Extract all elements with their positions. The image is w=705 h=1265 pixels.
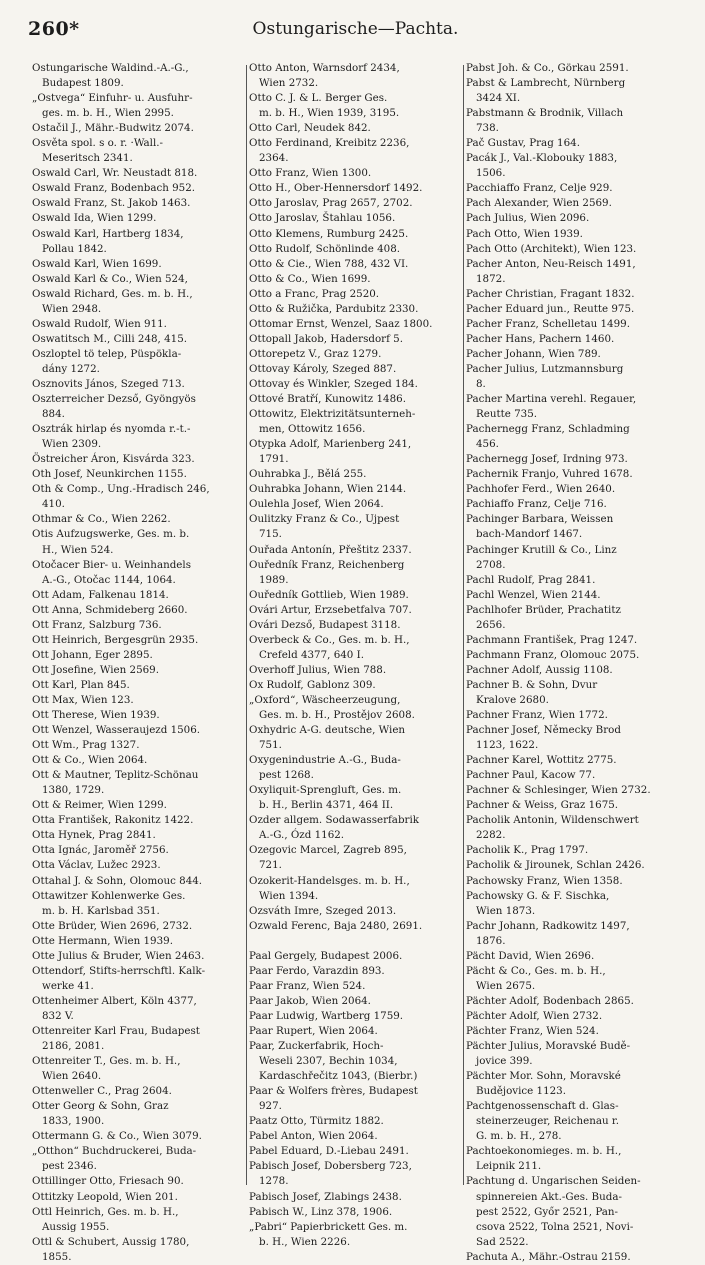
directory-line: b. H., Berlin 4371, 464 II. [259,799,394,812]
directory-line: 2282. [476,829,506,842]
directory-line: Otto Ferdinand, Kreibitz 2236, [249,137,410,150]
directory-line: b. H., Wien 2226. [259,1235,351,1248]
directory-line: Ovári Artur, Erzsebetfalva 707. [249,603,412,616]
directory-line: Otta Ignác, Jaroměř 2756. [32,844,169,857]
directory-line: 1278. [259,1175,289,1188]
page-number: 260* [28,18,80,40]
directory-line: Oxhydric A-G. deutsche, Wien [249,724,406,737]
directory-line: Otto Anton, Warnsdorf 2434, [249,62,400,74]
directory-line: Ottawitzer Kohlenwerke Ges. [32,889,186,902]
directory-line: A.-G., Otočac 1144, 1064. [42,573,176,586]
directory-line: Otto Carl, Neudek 842. [249,122,371,135]
directory-line: Ozder allgem. Sodawasserfabrik [249,814,419,827]
directory-line: Ott Johann, Eger 2895. [32,648,153,661]
directory-line: Ottovay és Winkler, Szeged 184. [249,377,418,390]
directory-line: Ott Wm., Prag 1327. [32,739,140,752]
directory-line: 1989. [259,573,289,586]
directory-line: Oxyliquit-Sprengluft, Ges. m. [249,784,402,797]
directory-line: Ouřada Antonín, Přeštitz 2337. [249,543,412,556]
directory-line: Otter Georg & Sohn, Graz [32,1100,169,1113]
directory-line: Pachner Adolf, Aussig 1108. [466,663,613,676]
directory-line: Pachhofer Ferd., Wien 2640. [466,483,616,496]
directory-line: 2364. [259,152,289,165]
directory-line: Pachner Franz, Wien 1772. [466,709,608,722]
directory-line: Pabel Eduard, D.-Liebau 2491. [249,1145,409,1158]
directory-line: Wien 2732. [259,77,319,90]
directory-line: Ottovay Károly, Szeged 887. [249,362,397,375]
directory-line: 2186, 2081. [42,1040,105,1053]
directory-line: Pachernegg Franz, Schladming [466,423,630,436]
directory-line: Pach Otto, Wien 1939. [466,227,583,240]
directory-line: Otto Jaroslav, Štahlau 1056. [249,212,396,225]
directory-line: Ottomar Ernst, Wenzel, Saaz 1800. [249,317,433,330]
directory-line: Pachlhofer Brüder, Prachatitz [466,603,621,616]
directory-line: Pabisch W., Linz 378, 1906. [249,1205,393,1218]
directory-line: Oswald Franz, Bodenbach 952. [32,182,196,195]
directory-line: Pacher Martina verehl. Regauer, [466,393,637,406]
directory-line: Wien 2675. [476,979,536,992]
directory-line: Sad 2522. [476,1235,529,1248]
directory-line: Pach Julius, Wien 2096. [466,212,590,225]
directory-line: Ott Therese, Wien 1939. [32,709,160,722]
directory-line: Ottahal J. & Sohn, Olomouc 844. [32,874,203,887]
directory-line: Pabst & Lambrecht, Nürnberg [466,77,626,90]
directory-line: Oswald Karl, Wien 1699. [32,257,162,270]
directory-line: Pacholik & Jirounek, Schlan 2426. [466,859,645,872]
directory-line: Otta Václav, Lužec 2923. [32,859,161,872]
directory-line: Pachner Paul, Kacow 77. [466,769,596,782]
directory-line: Ottowitz, Elektrizitätsunterneh- [249,408,416,421]
directory-line: Ottenheimer Albert, Köln 4377, [32,994,197,1007]
directory-line: Ox Rudolf, Gablonz 309. [249,678,376,691]
directory-line: Ott Karl, Plan 845. [32,678,130,691]
directory-line: Pachner Karel, Wottitz 2775. [466,754,617,767]
directory-line: ges. m. b. H., Wien 2995. [42,107,174,120]
directory-line: Otto Franz, Wien 1300. [249,167,372,180]
directory-line: Ozegovic Marcel, Zagreb 895, [249,844,407,857]
directory-line: Ostačil J., Mähr.-Budwitz 2074. [32,122,194,135]
directory-line: 1872. [476,272,506,285]
directory-line: Weseli 2307, Bechin 1034, [259,1055,398,1068]
directory-line: Overhoff Julius, Wien 788. [249,663,387,676]
directory-line: Pachowsky Franz, Wien 1358. [466,874,623,887]
directory-line: bach-Mandorf 1467. [476,528,583,541]
directory-line: Kardaschřečitz 1043, (Bierbr.) [259,1070,418,1083]
directory-line: Otis Aufzugswerke, Ges. m. b. [32,528,190,541]
directory-line: Overbeck & Co., Ges. m. b. H., [249,633,410,646]
directory-line: Pabstmann & Brodnik, Villach [466,107,624,120]
directory-line: Pachner Josef, Německy Brod [466,724,621,737]
directory-columns [32,61,683,1263]
column-divider [463,65,464,1185]
directory-line: 927. [259,1100,282,1113]
directory-line: Pač Gustav, Prag 164. [466,137,580,150]
directory-line: Oswald Karl & Co., Wien 524, [32,272,188,285]
directory-line: Oxygenindustrie A.-G., Buda- [249,754,401,767]
directory-line: 1791. [259,453,289,466]
directory-line: Wien 2640. [42,1070,102,1083]
directory-line: H., Wien 524. [42,543,114,556]
directory-line: Ott & Mautner, Teplitz-Schönau [32,769,199,782]
directory-line: 1855. [42,1250,72,1263]
directory-line: Ozsváth Imre, Szeged 2013. [249,904,397,917]
directory-line: Pächter Julius, Moravské Budě- [466,1040,631,1053]
directory-line: Paar Ludwig, Wartberg 1759. [249,1009,404,1022]
column-1 [32,61,243,1263]
directory-line: 1123, 1622. [476,739,539,752]
directory-line: Ouhrabka J., Bělá 255. [249,468,367,481]
directory-line: csova 2522, Tolna 2521, Novi- [476,1220,634,1233]
directory-line: Pacák J., Val.-Klobouky 1883, [466,152,618,165]
directory-line: Pacher Christian, Fragant 1832. [466,287,635,300]
directory-line: Pachtgenossenschaft d. Glas- [466,1100,619,1113]
directory-line: Oulehla Josef, Wien 2064. [249,498,384,511]
directory-line: 1506. [476,167,506,180]
directory-line: Ott & Co., Wien 2064. [32,754,148,767]
directory-line: 1876. [476,934,506,947]
page-header [28,14,683,48]
directory-line: steinerzeuger, Reichenau r. [476,1115,619,1128]
directory-line: Ozokerit-Handelsges. m. b. H., [249,874,410,887]
directory-line: Paar Jakob, Wien 2064. [249,994,371,1007]
directory-line: Pachmann Franz, Olomouc 2075. [466,648,640,661]
directory-line: Wien 1394. [259,889,319,902]
directory-line: Pacher Hans, Pachern 1460. [466,332,615,345]
directory-line: Budějovice 1123. [476,1085,566,1098]
directory-line: Pachiaffo Franz, Celje 716. [466,498,607,511]
directory-line: Ges. m. b. H., Prostějov 2608. [259,709,415,722]
directory-line: Ovári Dezső, Budapest 3118. [249,618,401,631]
directory-line: Budapest 1809. [42,77,124,90]
directory-line: Reutte 735. [476,408,538,421]
directory-line: Pachinger Barbara, Weissen [466,513,614,526]
directory-line: Ostungarische Waldind.-A.-G., [32,62,189,74]
directory-line: Ouředník Gottlieb, Wien 1989. [249,588,409,601]
column-3 [466,61,677,1263]
directory-line: Meseritsch 2341. [42,152,133,165]
directory-line: Pacholik K., Prag 1797. [466,844,589,857]
directory-line: G. m. b. H., 278. [476,1130,562,1143]
directory-line: Ottenreiter Karl Frau, Budapest [32,1025,200,1037]
directory-line: Otte Brüder, Wien 2696, 2732. [32,919,193,932]
directory-line: Pach Otto (Architekt), Wien 123. [466,242,637,255]
directory-line: Otto & Ružička, Pardubitz 2330. [249,302,419,315]
directory-line: 410. [42,498,65,511]
directory-line: Otte Julius & Bruder, Wien 2463. [32,949,205,962]
directory-line: 715. [259,528,282,541]
directory-line: pest 2346. [42,1160,97,1173]
directory-line: Ott Anna, Schmideberg 2660. [32,603,188,616]
directory-line: Paatz Otto, Türmitz 1882. [249,1115,384,1128]
directory-line: Pachner B. & Sohn, Dvur [466,678,598,691]
directory-line: Paar & Wolfers frères, Budapest [249,1085,418,1098]
directory-line: A.-G., Ózd 1162. [259,829,345,842]
directory-line: Oswald Carl, Wr. Neustadt 818. [32,167,198,180]
directory-line: Paar Franz, Wien 524. [249,979,366,992]
directory-line: Wien 1873. [476,904,536,917]
directory-line: Pabisch Josef, Dobersberg 723, [249,1160,412,1173]
directory-line: dány 1272. [42,362,100,375]
directory-line: 2656. [476,618,506,631]
directory-line: Ottermann G. & Co., Wien 3079. [32,1130,202,1143]
directory-line: Pabisch Josef, Zlabings 2438. [249,1190,402,1203]
directory-line: Pacher Franz, Schelletau 1499. [466,317,630,330]
directory-line: „Oxford“, Wäscheerzeugung, [249,693,401,706]
directory-line: Otto C. J. & L. Berger Ges. [249,92,388,105]
directory-line: Ottenweller C., Prag 2604. [32,1085,172,1098]
directory-line: Ottopall Jakob, Hadersdorf 5. [249,332,403,345]
section-gap [249,934,460,949]
directory-line: Osznovits János, Szeged 713. [32,377,185,390]
directory-line: Otto a Franc, Prag 2520. [249,287,380,300]
directory-line: 738. [476,122,499,135]
directory-line: Ott Josefine, Wien 2569. [32,663,160,676]
directory-line: 884. [42,408,65,421]
directory-line: Pachr Johann, Radkowitz 1497, [466,919,630,932]
directory-line: Pacher Julius, Lutzmannsburg [466,362,624,375]
directory-line: Aussig 1955. [42,1220,110,1233]
directory-line: Oulitzky Franz & Co., Ujpest [249,513,400,526]
directory-line: Pachuta A., Mähr.-Ostrau 2159. [466,1250,631,1263]
directory-line: „Pabri“ Papierbrickett Ges. m. [249,1220,408,1233]
directory-line: Wien 2948. [42,302,102,315]
directory-line: Otypka Adolf, Marienberg 241, [249,438,412,451]
directory-line: 2708. [476,558,506,571]
directory-line: Pachner & Weiss, Graz 1675. [466,799,619,812]
directory-line: Ottorepetz V., Graz 1279. [249,347,382,360]
column-divider [246,65,247,1185]
directory-line: Leipnik 211. [476,1160,542,1173]
directory-line: 3424 XI. [476,92,521,105]
directory-line: Ozwald Ferenc, Baja 2480, 2691. [249,919,423,932]
directory-line: 456. [476,438,499,451]
directory-line: spinnereien Akt.-Ges. Buda- [476,1190,622,1203]
directory-line: Oswatitsch M., Cilli 248, 415. [32,332,188,345]
directory-line: Pachner & Schlesinger, Wien 2732. [466,784,651,797]
directory-line: Pächter Franz, Wien 524. [466,1025,599,1037]
directory-line: Oth Josef, Neunkirchen 1155. [32,468,187,481]
directory-line: Oswald Franz, St. Jakob 1463. [32,197,191,210]
directory-line: men, Ottowitz 1656. [259,423,366,436]
directory-line: Otto H., Ober-Hennersdorf 1492. [249,182,423,195]
directory-line: Pächt & Co., Ges. m. b. H., [466,964,606,977]
directory-line: 1833, 1900. [42,1115,105,1128]
directory-line: Pacher Eduard jun., Reutte 975. [466,302,635,315]
directory-line: Ottillinger Otto, Friesach 90. [32,1175,184,1188]
directory-line: Paal Gergely, Budapest 2006. [249,949,403,962]
directory-line: Pächt David, Wien 2696. [466,949,595,962]
directory-line: Ottl & Schubert, Aussig 1780, [32,1235,190,1248]
directory-line: Ott Adam, Falkenau 1814. [32,588,169,601]
directory-line: 8. [476,377,486,390]
column-2 [249,61,460,1248]
directory-line: Otto Rudolf, Schönlinde 408. [249,242,401,255]
directory-line: Otočacer Bier- u. Weinhandels [32,558,191,571]
directory-line: m. b. H. Karlsbad 351. [42,904,160,917]
directory-line: Oswald Richard, Ges. m. b. H., [32,287,193,300]
directory-line: Kralove 2680. [476,693,549,706]
directory-line: Pachmann František, Prag 1247. [466,633,638,646]
directory-line: Otto & Co., Wien 1699. [249,272,371,285]
directory-line: 721. [259,859,282,872]
directory-line: Wien 2309. [42,438,102,451]
directory-line: werke 41. [42,979,94,992]
directory-line: Pachl Rudolf, Prag 2841. [466,573,596,586]
directory-line: Pachtoekonomieges. m. b. H., [466,1145,622,1158]
directory-line: Pach Alexander, Wien 2569. [466,197,612,210]
directory-line: Pachl Wenzel, Wien 2144. [466,588,601,601]
directory-line: Pächter Adolf, Bodenbach 2865. [466,994,634,1007]
directory-line: „Ostvega“ Einfuhr- u. Ausfuhr- [32,92,193,105]
directory-line: Ott Franz, Salzburg 736. [32,618,162,631]
directory-line: 1380, 1729. [42,784,105,797]
directory-line: Oszloptel tö telep, Püspökla- [32,347,182,360]
directory-line: Crefeld 4377, 640 I. [259,648,364,661]
running-title: Ostungarische—Pachta. [252,19,459,39]
directory-line: Pabst Joh. & Co., Görkau 2591. [466,62,629,74]
directory-line: Oswald Karl, Hartberg 1834, [32,227,184,240]
directory-line: Paar, Zuckerfabrik, Hoch- [249,1040,384,1053]
directory-line: Ott Wenzel, Wasseraujezd 1506. [32,724,201,737]
directory-line: Ottitzky Leopold, Wien 201. [32,1190,178,1203]
directory-line: Östreicher Áron, Kisvárda 323. [32,453,195,466]
directory-line: Paar Rupert, Wien 2064. [249,1025,378,1037]
directory-line: Ott Heinrich, Bergesgrün 2935. [32,633,199,646]
directory-line: Ottl Heinrich, Ges. m. b. H., [32,1205,179,1218]
directory-line: Osvěta spol. s o. r. ·Wall.- [32,137,163,150]
directory-line: Ottové Bratří, Kunowitz 1486. [249,393,406,406]
directory-line: 751. [259,739,282,752]
directory-line: Pacholik Antonin, Wildenschwert [466,814,639,827]
directory-line: Paar Ferdo, Varazdin 893. [249,964,385,977]
directory-line: Pachernegg Josef, Irdning 973. [466,453,628,466]
directory-line: Osztrák hirlap és nyomda r.-t.- [32,423,191,436]
directory-line: Ouhrabka Johann, Wien 2144. [249,483,407,496]
directory-line: jovice 399. [476,1055,533,1068]
directory-line: Pächter Adolf, Wien 2732. [466,1009,603,1022]
directory-line: Otta Hynek, Prag 2841. [32,829,156,842]
directory-line: Pächter Mor. Sohn, Moravské [466,1070,621,1083]
directory-line: Otto Klemens, Rumburg 2425. [249,227,409,240]
directory-line: pest 2522, Győr 2521, Pan- [476,1205,619,1218]
directory-line: Pollau 1842. [42,242,107,255]
directory-line: „Otthon“ Buchdruckerei, Buda- [32,1145,197,1158]
directory-line: Pachowsky G. & F. Sischka, [466,889,610,902]
directory-line: Othmar & Co., Wien 2262. [32,513,171,526]
directory-line: pest 1268. [259,769,314,782]
directory-line: Oswald Rudolf, Wien 911. [32,317,167,330]
directory-line: 832 V. [42,1009,74,1022]
directory-line: Pachernik Franjo, Vuhred 1678. [466,468,633,481]
directory-line: Pacher Johann, Wien 789. [466,347,601,360]
directory-line: Pacchiaffo Franz, Celje 929. [466,182,613,195]
directory-line: Ott Max, Wien 123. [32,693,134,706]
directory-line: Pabel Anton, Wien 2064. [249,1130,378,1143]
directory-line: Oth & Comp., Ung.-Hradisch 246, [32,483,210,496]
directory-line: m. b. H., Wien 1939, 3195. [259,107,400,120]
directory-line: Oszterreicher Dezső, Gyöngyös [32,393,196,406]
directory-line: Otte Hermann, Wien 1939. [32,934,173,947]
directory-line: Oswald Ida, Wien 1299. [32,212,157,225]
directory-line: Pachtung d. Ungarischen Seiden- [466,1175,641,1188]
directory-line: Otto & Cie., Wien 788, 432 VI. [249,257,409,270]
directory-line: Ott & Reimer, Wien 1299. [32,799,167,812]
directory-line: Ouředník Franz, Reichenberg [249,558,405,571]
directory-line: Pachinger Krutill & Co., Linz [466,543,617,556]
directory-line: Ottendorf, Stifts-herrschftl. Kalk- [32,964,206,977]
directory-line: Otta František, Rakonitz 1422. [32,814,194,827]
directory-line: Otto Jaroslav, Prag 2657, 2702. [249,197,413,210]
directory-line: Ottenreiter T., Ges. m. b. H., [32,1055,181,1068]
directory-line: Pacher Anton, Neu-Reisch 1491, [466,257,636,270]
